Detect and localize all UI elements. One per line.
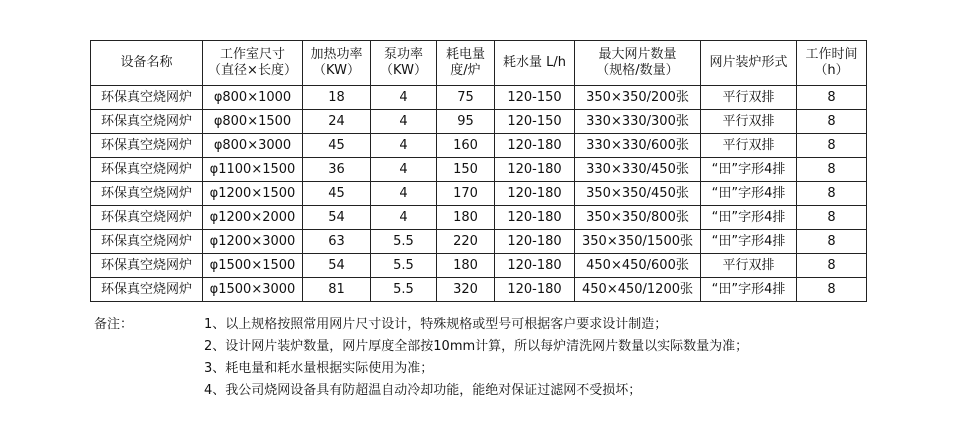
table-cell: 350×350/200张 <box>575 86 701 110</box>
table-cell: φ1200×2000 <box>203 206 303 230</box>
note-line <box>94 380 864 402</box>
table-cell: φ800×1500 <box>203 110 303 134</box>
table-cell: 8 <box>797 230 867 254</box>
table-cell: 330×330/600张 <box>575 134 701 158</box>
table-cell: 320 <box>437 278 495 302</box>
table-row <box>91 230 867 254</box>
table-cell: “田”字形4排 <box>701 158 797 182</box>
table-cell: 75 <box>437 86 495 110</box>
header-cell: 设备名称 <box>91 41 203 86</box>
table-cell: 4 <box>371 158 437 182</box>
table-row <box>91 110 867 134</box>
note-line <box>94 358 864 380</box>
table-cell: 45 <box>303 134 371 158</box>
table-cell: 350×350/1500张 <box>575 230 701 254</box>
table-cell: 95 <box>437 110 495 134</box>
table-cell: 平行双排 <box>701 110 797 134</box>
table-cell: 54 <box>303 254 371 278</box>
table-cell: 120-150 <box>495 86 575 110</box>
table-cell: 330×330/450张 <box>575 158 701 182</box>
table-cell: 5.5 <box>371 278 437 302</box>
table-cell: 220 <box>437 230 495 254</box>
header-cell: 加热功率 （KW） <box>303 41 371 86</box>
table-row <box>91 206 867 230</box>
table-cell: 170 <box>437 182 495 206</box>
table-cell: “田”字形4排 <box>701 230 797 254</box>
table-cell: 120-150 <box>495 110 575 134</box>
table-cell: “田”字形4排 <box>701 206 797 230</box>
table-cell: 平行双排 <box>701 86 797 110</box>
table-cell: φ1200×1500 <box>203 182 303 206</box>
header-cell: 泵功率 （KW） <box>371 41 437 86</box>
table-cell: 环保真空烧网炉 <box>91 110 203 134</box>
header-cell: 耗水量 L/h <box>495 41 575 86</box>
table-cell: 环保真空烧网炉 <box>91 254 203 278</box>
table-cell: 5.5 <box>371 230 437 254</box>
table-cell: 8 <box>797 158 867 182</box>
header-cell: 网片装炉形式 <box>701 41 797 86</box>
table-cell: 450×450/1200张 <box>575 278 701 302</box>
table-cell: φ1100×1500 <box>203 158 303 182</box>
table-cell: 120-180 <box>495 158 575 182</box>
table-cell: 150 <box>437 158 495 182</box>
table-cell: 4 <box>371 206 437 230</box>
table-cell: 8 <box>797 182 867 206</box>
header-cell: 工作时间 （h） <box>797 41 867 86</box>
table-cell: φ1500×3000 <box>203 278 303 302</box>
table-cell: 350×350/800张 <box>575 206 701 230</box>
table-cell: 350×350/450张 <box>575 182 701 206</box>
table-cell: 45 <box>303 182 371 206</box>
table-cell: φ1200×3000 <box>203 230 303 254</box>
table-cell: 8 <box>797 110 867 134</box>
table-cell: φ800×1000 <box>203 86 303 110</box>
note-text: 3、耗电量和耗水量根据实际使用为准； <box>204 361 434 376</box>
table-row <box>91 158 867 182</box>
table-cell: 环保真空烧网炉 <box>91 278 203 302</box>
table-cell: 120-180 <box>495 134 575 158</box>
note-text: 2、设计网片装炉数量，网片厚度全部按10mm计算，所以每炉清洗网片数量以实际数量为准； <box>204 339 749 354</box>
table-cell: 8 <box>797 278 867 302</box>
table-row <box>91 278 867 302</box>
header-cell: 最大网片数量 （规格/数量） <box>575 41 701 86</box>
table-cell: 环保真空烧网炉 <box>91 86 203 110</box>
table-cell: 4 <box>371 134 437 158</box>
table-cell: 4 <box>371 110 437 134</box>
table-cell: 120-180 <box>495 182 575 206</box>
table-cell: 4 <box>371 86 437 110</box>
table-cell: 环保真空烧网炉 <box>91 230 203 254</box>
equipment-spec-table <box>90 40 867 302</box>
table-row <box>91 182 867 206</box>
table-header-row <box>91 41 867 86</box>
table-cell: φ1500×1500 <box>203 254 303 278</box>
table-cell: 120-180 <box>495 206 575 230</box>
spec-sheet <box>90 40 866 302</box>
note-text: 4、我公司烧网设备具有防超温自动冷却功能，能绝对保证过滤网不受损坏； <box>204 383 642 398</box>
table-cell: 330×330/300张 <box>575 110 701 134</box>
note-line <box>94 336 864 358</box>
table-cell: 36 <box>303 158 371 182</box>
table-cell: 63 <box>303 230 371 254</box>
table-cell: 180 <box>437 206 495 230</box>
table-cell: 5.5 <box>371 254 437 278</box>
table-cell: 环保真空烧网炉 <box>91 134 203 158</box>
table-cell: 8 <box>797 86 867 110</box>
table-cell: “田”字形4排 <box>701 278 797 302</box>
table-cell: 120-180 <box>495 230 575 254</box>
notes-label: 备注： <box>94 317 134 332</box>
table-cell: 54 <box>303 206 371 230</box>
table-cell: 4 <box>371 182 437 206</box>
table-cell: 24 <box>303 110 371 134</box>
table-cell: 120-180 <box>495 254 575 278</box>
table-cell: 平行双排 <box>701 134 797 158</box>
header-cell: 工作室尺寸 （直径×长度） <box>203 41 303 86</box>
table-cell: 450×450/600张 <box>575 254 701 278</box>
header-cell: 耗电量 度/炉 <box>437 41 495 86</box>
table-cell: 81 <box>303 278 371 302</box>
table-cell: φ800×3000 <box>203 134 303 158</box>
note-text: 1、以上规格按照常用网片尺寸设计，特殊规格或型号可根据客户要求设计制造； <box>204 317 668 332</box>
table-cell: 环保真空烧网炉 <box>91 182 203 206</box>
table-row <box>91 86 867 110</box>
table-cell: 8 <box>797 134 867 158</box>
table-cell: 8 <box>797 206 867 230</box>
table-cell: “田”字形4排 <box>701 182 797 206</box>
notes-section <box>94 314 864 402</box>
table-cell: 120-180 <box>495 278 575 302</box>
table-cell: 环保真空烧网炉 <box>91 206 203 230</box>
table-cell: 18 <box>303 86 371 110</box>
note-line <box>94 314 864 336</box>
table-cell: 180 <box>437 254 495 278</box>
table-cell: 160 <box>437 134 495 158</box>
table-cell: 环保真空烧网炉 <box>91 158 203 182</box>
table-row <box>91 254 867 278</box>
table-cell: 8 <box>797 254 867 278</box>
table-cell: 平行双排 <box>701 254 797 278</box>
table-row <box>91 134 867 158</box>
